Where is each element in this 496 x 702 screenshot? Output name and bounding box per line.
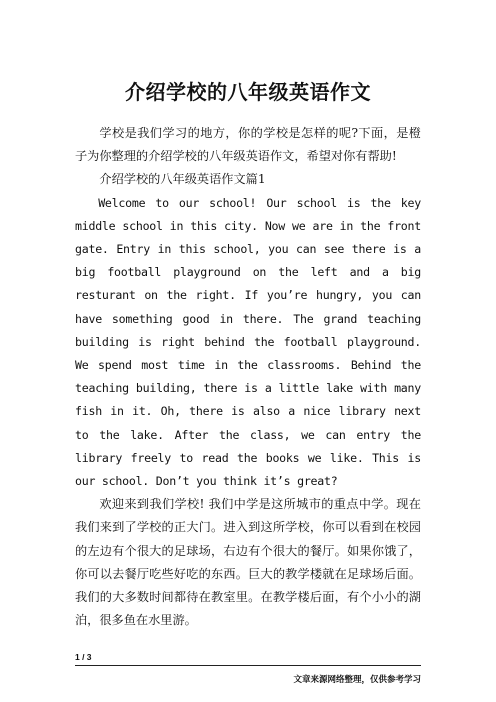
english-paragraph: Welcome to our school! Our school is the key middle school in this city. Now we are in the front gate. Entry in this school, you can see there is a big football playground on the left and a big resturant on the right. If you’re hungry, you can have something good in there. The grand teaching building is right behind the football playground. We spend most time in the classrooms. Behind the teaching building, there is a little lake with many fish in it. Oh, there is also a nice library next to the lake. After the class, we can entry the library freely to read the books we like. This is our school. Don’t you think it’s great? [75,195,421,489]
intro-paragraph: 学校是我们学习的地方，你的学校是怎样的呢?下面，是橙子为你整理的介绍学校的八年级英语作文，希望对你有帮助! [75,126,421,164]
chinese-paragraph: 欢迎来到我们学校! 我们中学是这所城市的重点中学。现在我们来到了学校的正大门。进入到这所学校，你可以看到在校园的左边有个很大的足球场，右边有个很大的餐厅。如果你饿了，你可以去餐厅吃些好吃的东西。巨大的教学楼就在足球场后面。我们的大多数时间都待在教室里。在教学楼后面，有个小小的湖泊，很多鱼在水里游。 [75,497,421,628]
page-title: 介绍学校的八年级英语作文 [125,80,371,104]
footer-note: 文章来源网络整理，仅供参考学习 [293,675,421,685]
footer-divider [75,665,421,666]
page-number: 1 / 3 [75,652,92,662]
section-heading: 介绍学校的八年级英语作文篇1 [99,172,266,187]
document-body [75,122,421,632]
